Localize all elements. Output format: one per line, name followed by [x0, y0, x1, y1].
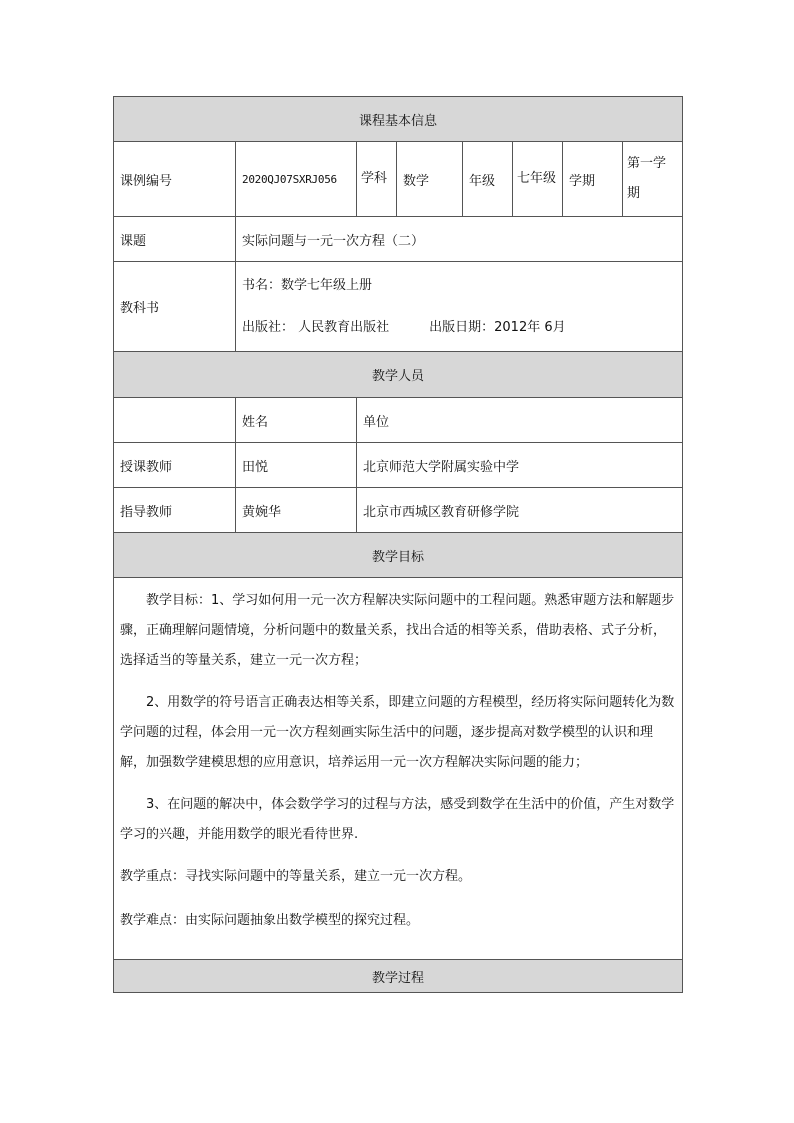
process-header: 教学过程 — [114, 960, 683, 993]
staff-role: 指导教师 — [114, 488, 236, 533]
term-label: 学期 — [563, 142, 623, 217]
difficulty: 教学难点：由实际问题抽象出数学模型的探究过程。 — [120, 913, 420, 928]
staff-name-col-header: 姓名 — [236, 398, 357, 443]
publisher: 出版社： 人民教育出版社 — [242, 319, 390, 335]
staff-header: 教学人员 — [114, 352, 683, 398]
staff-role: 授课教师 — [114, 443, 236, 488]
case-no-value: 2020QJ07SXRJ056 — [236, 142, 357, 217]
book-name: 书名：数学七年级上册 — [242, 277, 373, 293]
publisher-line — [242, 317, 676, 339]
basic-info-header: 课程基本信息 — [114, 97, 683, 142]
topic-value: 实际问题与一元一次方程（二） — [236, 217, 683, 262]
lesson-info-table — [113, 96, 683, 993]
staff-name: 黄婉华 — [236, 488, 357, 533]
textbook-label: 教科书 — [114, 262, 236, 352]
subject-label: 学科 — [357, 142, 397, 217]
staff-unit-col-header: 单位 — [357, 398, 683, 443]
staff-unit: 北京市西城区教育研修学院 — [357, 488, 683, 533]
grade-value: 七年级 — [513, 142, 563, 217]
goal-paragraph-2: 2、用数学的符号语言正确表达相等关系，即建立问题的方程模型，经历将实际问题转化为数学问题的过程，体会用一元一次方程刻画实际生活中的问题，逐步提高对数学模型的认识和理解，加强数学建模思想的应用意识，培养运用一元一次方程解决实际问题的能力； — [120, 695, 675, 770]
key-point: 教学重点：寻找实际问题中的等量关系，建立一元一次方程。 — [120, 869, 472, 884]
staff-name: 田悦 — [236, 443, 357, 488]
goal-paragraph-1: 教学目标：1、学习如何用一元一次方程解决实际问题中的工程问题。熟悉审题方法和解题步骤，正确理解问题情境，分析问题中的数量关系，找出合适的相等关系，借助表格、式子分析，选择适当的等量关系，建立一元一次方程； — [120, 593, 675, 668]
staff-unit: 北京师范大学附属实验中学 — [357, 443, 683, 488]
topic-label: 课题 — [114, 217, 236, 262]
subject-value: 数学 — [397, 142, 463, 217]
grade-label: 年级 — [463, 142, 513, 217]
textbook-info — [236, 262, 683, 352]
case-no-label: 课例编号 — [114, 142, 236, 217]
term-value: 第一学期 — [623, 142, 683, 217]
publish-date: 出版日期：2012年 6月 — [429, 319, 566, 335]
goals-header: 教学目标 — [114, 533, 683, 578]
staff-role-col-header — [114, 398, 236, 443]
goals-body — [114, 578, 683, 960]
goal-paragraph-3: 3、在问题的解决中，体会数学学习的过程与方法，感受到数学在生活中的价值，产生对数学学习的兴趣，并能用数学的眼光看待世界. — [120, 797, 675, 842]
